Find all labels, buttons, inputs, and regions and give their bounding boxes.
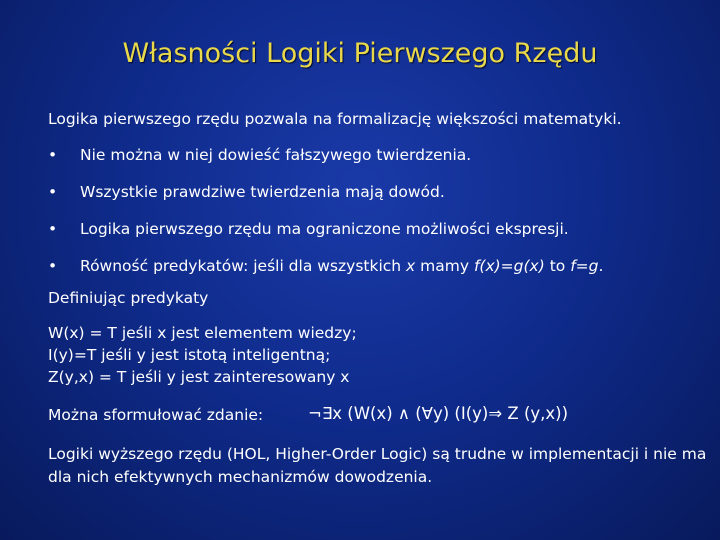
definition-line: I(y)=T jeśli y jest istotą inteligentną; (48, 346, 331, 364)
equality-prefix: Równość predykatów: jeśli dla wszystkich (80, 257, 407, 275)
equality-mid: mamy (415, 257, 474, 275)
defining-label: Definiując predykaty (48, 289, 209, 307)
hol-paragraph: Logiki wyższego rzędu (HOL, Higher-Order Logic) są trudne w implementacji i nie ma dla nich efektywnych mechanizmów dowodzenia. (48, 445, 707, 486)
bullet-item: • Wszystkie prawdziwe twierdzenia mają dowód. (48, 182, 603, 219)
bullet-item: • Logika pierwszego rzędu ma ograniczone możliwości ekspresji. (48, 219, 603, 256)
slide-title: Własności Logiki Pierwszego Rzędu (122, 38, 598, 69)
equality-var-x: x (406, 257, 416, 275)
equality-end: . (598, 257, 604, 275)
bullet-item: • Nie można w niej dowieść fałszywego twierdzenia. (48, 145, 603, 182)
logic-formula: ¬∃x (W(x) ∧ (∀y) (I(y)⇒ Z (y,x)) (308, 404, 569, 423)
intro-text: Logika pierwszego rzędu pozwala na formalizację większości matematyki. (48, 110, 622, 128)
bullet-item-equality (48, 256, 603, 293)
statement-row (48, 404, 569, 424)
equality-expr-f: f(x)=g(x) (473, 257, 545, 275)
equality-to: to (544, 257, 571, 275)
equality-expr-fg: f=g (570, 257, 599, 275)
definitions (48, 322, 357, 388)
definition-line: Z(y,x) = T jeśli y jest zainteresowany x (48, 368, 350, 386)
definition-line: W(x) = T jeśli x jest elementem wiedzy; (48, 324, 357, 342)
statement-label: Można sformułować zdanie: (48, 406, 264, 424)
bullet-list (48, 145, 603, 293)
